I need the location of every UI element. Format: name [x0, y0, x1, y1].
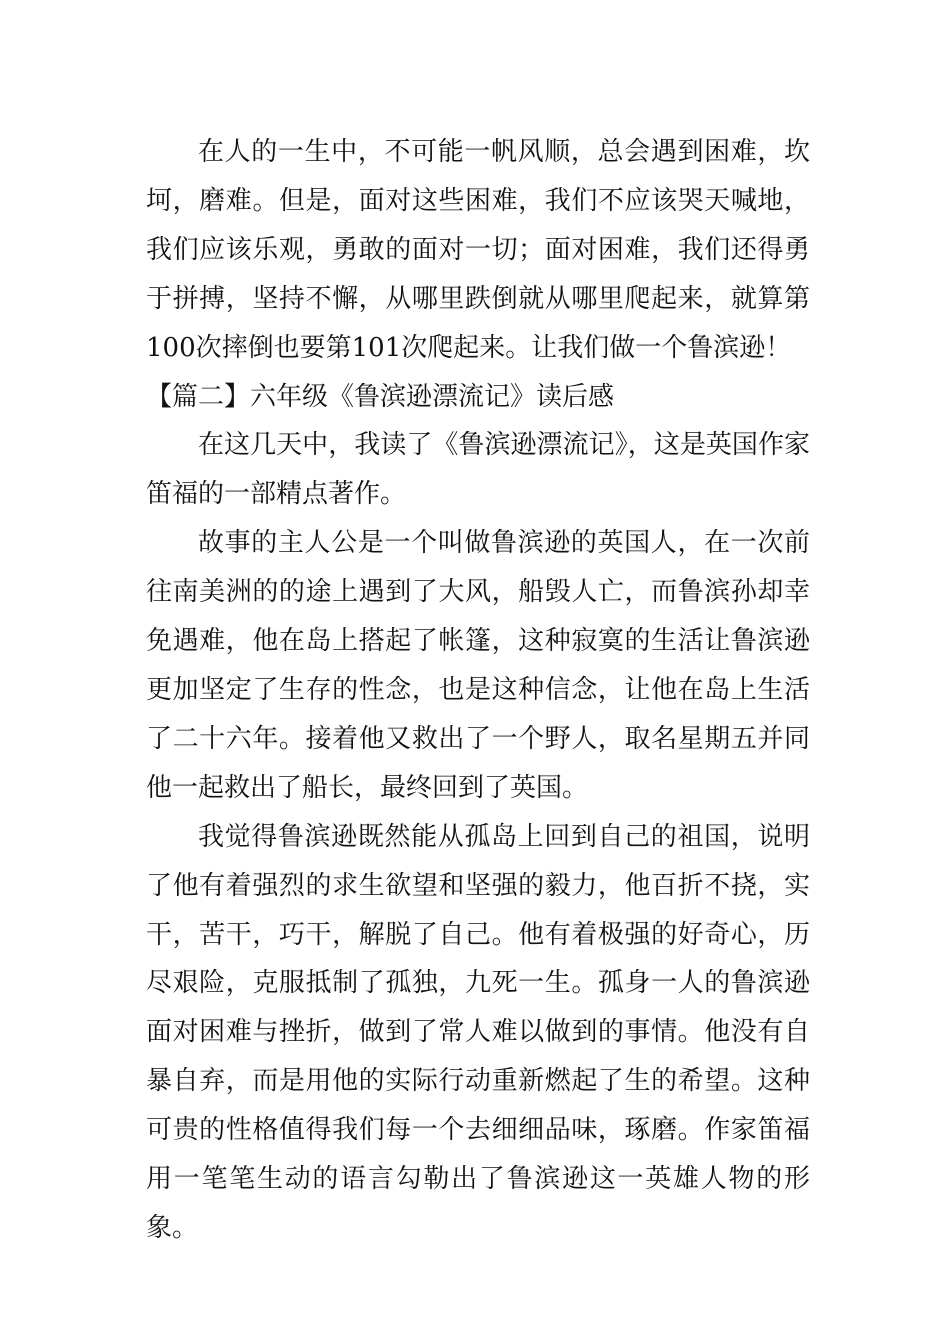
- paragraph-intro: 在这几天中，我读了《鲁滨逊漂流记》，这是英国作家笛福的一部精点著作。: [146, 430, 810, 510]
- paragraph-reflection: 我觉得鲁滨逊既然能从孤岛上回到自己的祖国，说明了他有着强烈的求生欲望和坚强的毅力，他百折不挠，实干，苦干，巧干，解脱了自己。他有着极强的好奇心，历尽艰险，克服抵制了孤独，九死一生。孤身一人的鲁滨逊面对困难与挫折，做到了常人难以做到的事情。他没有自暴自弃，而是用他的实际行动重新燃起了生的希望。这种可贵的性格值得我们每一个去细细品味，琢磨。作家笛福用一笔笔生动的语言勾勒出了鲁滨逊这一英雄人物的形象。: [146, 821, 810, 1243]
- document-body: [146, 128, 810, 1253]
- paragraph-conclusion: 在人的一生中，不可能一帆风顺，总会遇到困难，坎坷，磨难。但是，面对这些困难，我们不应该哭天喊地，我们应该乐观，勇敢的面对一切；面对困难，我们还得勇于拼搏，坚持不懈，从哪里跌倒就从哪里爬起来，就算第100次摔倒也要第101次爬起来。让我们做一个鲁滨逊！: [146, 137, 810, 363]
- paragraph-story: 故事的主人公是一个叫做鲁滨逊的英国人，在一次前往南美洲的的途上遇到了大风，船毁人亡，而鲁滨孙却幸免遇难，他在岛上搭起了帐篷，这种寂寞的生活让鲁滨逊更加坚定了生存的性念，也是这种信念，让他在岛上生活了二十六年。接着他又救出了一个野人，取名星期五并同他一起救出了船长，最终回到了英国。: [146, 528, 810, 803]
- section-heading: 【篇二】六年级《鲁滨逊漂流记》读后感: [146, 381, 615, 412]
